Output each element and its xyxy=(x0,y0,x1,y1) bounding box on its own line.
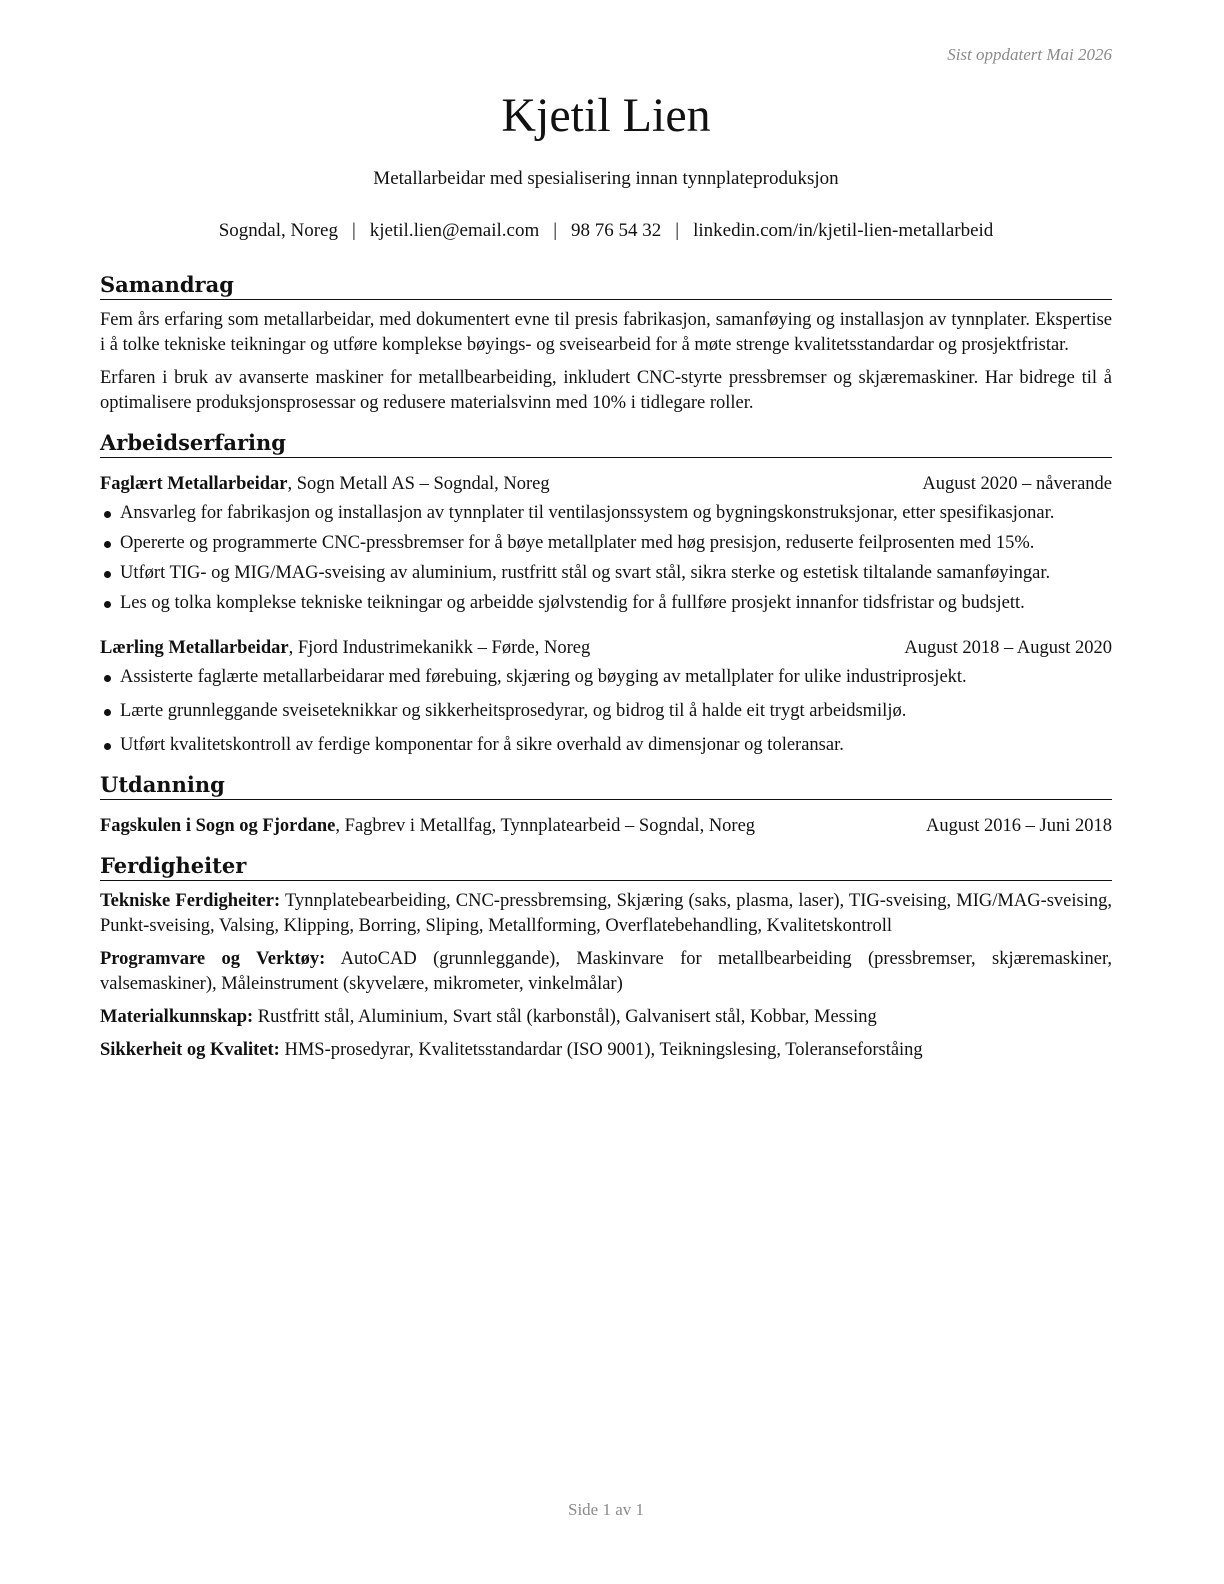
skill-label: Programvare og Verktøy: xyxy=(100,949,326,969)
summary-paragraph: Fem års erfaring som metallarbeidar, med dokumentert evne til presis fabrikasjon, samanføying og installasjon av tynnplater. Ekspertise i å tolke tekniske teikningar og utføre komplekse bøyings- og sveisearbeid for å møte strenge kvalitetsstandardar og prosjektfristar. xyxy=(100,310,1112,355)
job-org: , Fjord Industrimekanikk – Førde, Noreg xyxy=(288,638,591,658)
job-role: Faglært Metallarbeidar xyxy=(100,474,288,494)
list-item: Lærte grunnleggande sveiseteknikkar og sikkerheitsprosedyrar, og bidrog til å halde eit trygt arbeidsmiljø. xyxy=(100,699,1112,724)
skill-label: Tekniske Ferdigheiter: xyxy=(100,891,281,911)
education-dates: August 2016 – Juni 2018 xyxy=(925,816,1112,836)
summary-paragraph: Erfaren i bruk av avanserte maskiner for metallbearbeiding, inkludert CNC-styrte pressbremser og skjæremaskiner. Har bidrege til å optimalisere produksjonsprosessar og redusere materialsvinn med 10% i tidlegare roller. xyxy=(100,368,1112,413)
list-item: Ansvarleg for fabrikasjon og installasjon av tynnplater til ventilasjonssystem og bygningskonstruksjonar, etter spesifikasjonar. xyxy=(100,501,1112,526)
job-bullets xyxy=(100,665,1112,758)
section-title-experience: Arbeidserfaring xyxy=(100,430,1112,458)
section-title-summary: Samandrag xyxy=(100,272,1112,300)
skill-row xyxy=(100,947,1112,997)
contact-email[interactable]: kjetil.lien@email.com xyxy=(369,220,540,241)
list-item: Utført kvalitetskontroll av ferdige komponentar for å sikre overhald av dimensjonar og toleransar. xyxy=(100,733,1112,758)
experience-section xyxy=(100,430,1112,758)
list-item: Assisterte faglærte metallarbeidarar med førebuing, skjæring og bøyging av metallplater for ulike industriprosjekt. xyxy=(100,665,1112,690)
skill-row xyxy=(100,1038,1112,1063)
skill-label: Materialkunnskap: xyxy=(100,1007,254,1027)
job-header xyxy=(100,472,1112,497)
job-header xyxy=(100,636,1112,661)
contact-phone: 98 76 54 32 xyxy=(571,220,662,241)
education-detail: , Fagbrev i Metallfag, Tynnplatearbeid – Sogndal, Noreg xyxy=(335,816,756,836)
job-dates: August 2020 – nåverande xyxy=(922,474,1112,494)
job-role: Lærling Metallarbeidar xyxy=(100,638,289,658)
skill-text: Tynnplatebearbeiding, CNC-pressbremsing, Skjæring (saks, plasma, laser), TIG-sveising, MIG/MAG-sveising, Punkt-sveising, Valsing, Klipping, Borring, Sliping, Metallforming, Overflatebehandling, Kvalitetskontroll xyxy=(100,891,1112,936)
candidate-name: Kjetil Lien xyxy=(501,89,711,142)
education-school: Fagskulen i Sogn og Fjordane xyxy=(100,816,336,836)
job-entry xyxy=(100,636,1112,758)
list-item: Utført TIG- og MIG/MAG-sveising av aluminium, rustfritt stål og svart stål, sikra sterke og estetisk tiltalande samanføyingar. xyxy=(100,561,1112,586)
skill-text: HMS-prosedyrar, Kvalitetsstandardar (ISO 9001), Teikningslesing, Toleranseforståing xyxy=(279,1040,923,1060)
last-updated: Sist oppdatert Mai 2026 xyxy=(947,45,1112,64)
education-section xyxy=(100,772,1112,839)
section-title-education: Utdanning xyxy=(100,772,1112,800)
skill-text: AutoCAD (grunnleggande), Maskinvare for metallbearbeiding (pressbremser, skjæremaskiner, valsemaskiner), Måleinstrument (skyvelære, mikrometer, vinkelmålar) xyxy=(100,949,1113,994)
education-entry xyxy=(100,814,1112,839)
tagline: Metallarbeidar med spesialisering innan tynnplateproduksjon xyxy=(373,168,839,189)
summary-section xyxy=(100,272,1112,416)
page-number: Side 1 av 1 xyxy=(567,1500,645,1519)
section-title-skills: Ferdigheiter xyxy=(100,853,1112,881)
skill-row xyxy=(100,1005,1112,1030)
job-entry xyxy=(100,472,1112,616)
contact-separator: | xyxy=(553,220,558,241)
contact-separator: | xyxy=(675,220,680,241)
list-item: Les og tolka komplekse tekniske teikningar og arbeidde sjølvstendig for å fullføre prosjekt innanfor tidsfristar og budsjett. xyxy=(100,591,1112,616)
contact-separator: | xyxy=(351,220,356,241)
contact-linkedin[interactable]: linkedin.com/in/kjetil-lien-metallarbeid xyxy=(693,220,994,241)
job-dates: August 2018 – August 2020 xyxy=(904,638,1112,658)
list-item: Opererte og programmerte CNC-pressbremser for å bøye metallplater med høg presisjon, reduserte feilprosenten med 15%. xyxy=(100,531,1112,556)
skill-row xyxy=(100,889,1112,939)
contact-location: Sogndal, Noreg xyxy=(218,220,338,241)
resume-content xyxy=(100,272,1112,1071)
job-bullets xyxy=(100,501,1112,616)
skill-label: Sikkerheit og Kvalitet: xyxy=(100,1040,280,1060)
job-org: , Sogn Metall AS – Sogndal, Noreg xyxy=(287,474,550,494)
contact-line xyxy=(0,220,1212,242)
skills-section xyxy=(100,853,1112,1063)
skill-text: Rustfritt stål, Aluminium, Svart stål (karbonstål), Galvanisert stål, Kobbar, Messing xyxy=(253,1007,877,1027)
